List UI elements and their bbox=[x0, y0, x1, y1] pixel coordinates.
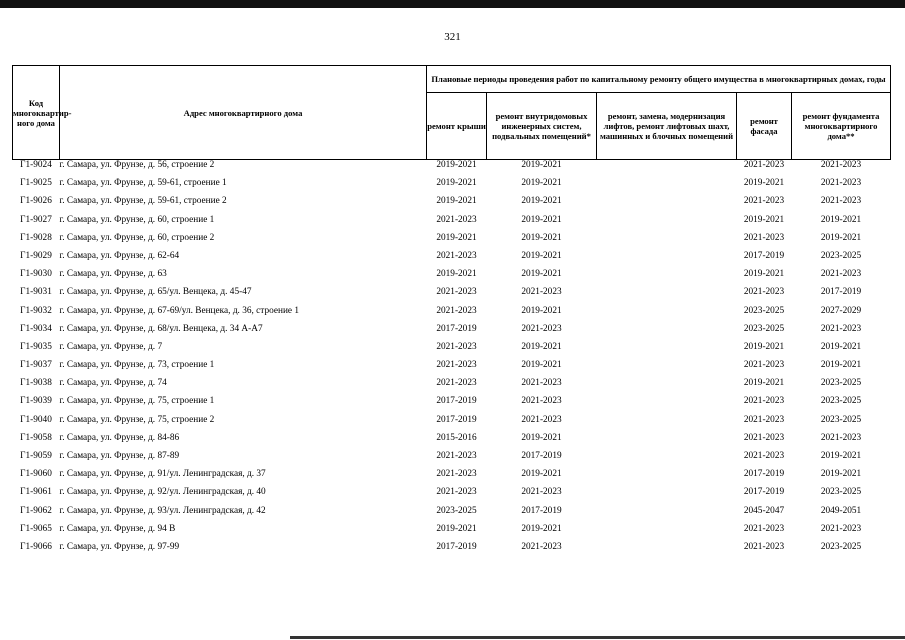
cell-roof: 2019-2021 bbox=[436, 196, 477, 207]
cell-facade: 2021-2023 bbox=[743, 451, 785, 461]
cell-elevators bbox=[597, 287, 737, 305]
cell-address: г. Самара, ул. Фрунзе, д. 62-64 bbox=[59, 250, 180, 261]
cell-elevators bbox=[597, 178, 737, 196]
table-row bbox=[13, 160, 891, 179]
page-number: 321 bbox=[444, 31, 461, 43]
cell-facade: 2021-2023 bbox=[743, 232, 785, 243]
table-row bbox=[13, 542, 891, 560]
cell-elevators bbox=[597, 215, 737, 233]
cell-foundation: 2049-2051 bbox=[820, 505, 862, 516]
cell-systems: 2019-2021 bbox=[521, 269, 562, 280]
cell-systems: 2017-2019 bbox=[521, 505, 562, 516]
cell-code: Г1-9040 bbox=[20, 414, 52, 425]
cell-systems: 2021-2023 bbox=[521, 323, 562, 334]
cell-roof: 2017-2019 bbox=[436, 396, 477, 407]
cell-facade: 2021-2023 bbox=[743, 541, 785, 552]
cell-address: г. Самара, ул. Фрунзе, д. 84-86 bbox=[59, 432, 180, 443]
cell-elevators bbox=[597, 451, 737, 469]
table-row bbox=[13, 215, 891, 233]
cell-facade: 2021-2023 bbox=[743, 523, 785, 534]
cell-elevators bbox=[597, 415, 737, 433]
table-row bbox=[13, 506, 891, 524]
cell-code: Г1-9024 bbox=[20, 160, 52, 170]
cell-code: Г1-9059 bbox=[20, 451, 52, 461]
cell-address: г. Самара, ул. Фрунзе, д. 91/ул. Ленинградская, д. 37 bbox=[59, 469, 266, 480]
cell-systems: 2019-2021 bbox=[521, 160, 562, 170]
cell-systems: 2019-2021 bbox=[521, 232, 562, 243]
cell-facade: 2021-2023 bbox=[743, 414, 785, 425]
cell-roof: 2019-2021 bbox=[436, 232, 477, 243]
table-row bbox=[13, 378, 891, 396]
cell-facade: 2045-2047 bbox=[743, 505, 785, 516]
cell-code: Г1-9066 bbox=[20, 541, 52, 552]
cell-address: г. Самара, ул. Фрунзе, д. 92/ул. Ленинградская, д. 40 bbox=[59, 487, 266, 498]
cell-address: г. Самара, ул. Фрунзе, д. 65/ул. Венцека, д. 45-47 bbox=[59, 287, 252, 298]
cell-systems: 2021-2023 bbox=[521, 396, 562, 407]
cell-address: г. Самара, ул. Фрунзе, д. 74 bbox=[59, 378, 167, 389]
cell-systems: 2019-2021 bbox=[521, 432, 562, 443]
cell-code: Г1-9058 bbox=[20, 432, 52, 443]
cell-foundation: 2023-2025 bbox=[820, 414, 862, 425]
cell-systems: 2019-2021 bbox=[521, 214, 562, 225]
cell-facade: 2019-2021 bbox=[743, 178, 785, 189]
table-row bbox=[13, 415, 891, 433]
cell-foundation: 2019-2021 bbox=[820, 232, 862, 243]
cell-roof: 2021-2023 bbox=[436, 487, 477, 498]
cell-roof: 2019-2021 bbox=[436, 269, 477, 280]
cell-foundation: 2019-2021 bbox=[820, 451, 862, 461]
cell-roof: 2021-2023 bbox=[436, 469, 477, 480]
cell-roof: 2017-2019 bbox=[436, 541, 477, 552]
cell-roof: 2021-2023 bbox=[436, 250, 477, 261]
cell-foundation: 2021-2023 bbox=[820, 432, 862, 443]
cell-address: г. Самара, ул. Фрунзе, д. 73, строение 1 bbox=[59, 360, 215, 371]
cell-roof: 2019-2021 bbox=[436, 160, 477, 170]
cell-facade: 2019-2021 bbox=[743, 269, 785, 280]
table-row bbox=[13, 360, 891, 378]
cell-foundation: 2021-2023 bbox=[820, 269, 862, 280]
cell-roof: 2021-2023 bbox=[436, 341, 477, 352]
cell-address: г. Самара, ул. Фрунзе, д. 67-69/ул. Венцека, д. 36, строение 1 bbox=[59, 305, 300, 316]
cell-facade: 2021-2023 bbox=[743, 287, 785, 298]
cell-facade: 2021-2023 bbox=[743, 196, 785, 207]
cell-elevators bbox=[597, 233, 737, 251]
cell-address: г. Самара, ул. Фрунзе, д. 59-61, строение 1 bbox=[59, 178, 227, 189]
cell-facade: 2023-2025 bbox=[743, 323, 785, 334]
cell-roof: 2015-2016 bbox=[436, 432, 477, 443]
cell-elevators bbox=[597, 342, 737, 360]
cell-foundation: 2021-2023 bbox=[820, 160, 862, 170]
cell-systems: 2021-2023 bbox=[521, 487, 562, 498]
table-row bbox=[13, 196, 891, 214]
cell-roof: 2021-2023 bbox=[436, 287, 477, 298]
cell-roof: 2021-2023 bbox=[436, 451, 477, 461]
header-periods: Плановые периоды проведения работ по капитальному ремонту общего имущества в многоквартирных домах, годы bbox=[427, 66, 891, 93]
cell-foundation: 2023-2025 bbox=[820, 378, 862, 389]
table-row bbox=[13, 178, 891, 196]
cell-facade: 2021-2023 bbox=[743, 396, 785, 407]
header-facade: ремонт фасада bbox=[737, 93, 792, 160]
cell-foundation: 2019-2021 bbox=[820, 341, 862, 352]
cell-elevators bbox=[597, 396, 737, 414]
cell-foundation: 2023-2025 bbox=[820, 487, 862, 498]
cell-address: г. Самара, ул. Фрунзе, д. 60, строение 1 bbox=[59, 214, 215, 225]
table-row bbox=[13, 287, 891, 305]
cell-elevators bbox=[597, 251, 737, 269]
cell-facade: 2021-2023 bbox=[743, 160, 785, 170]
table-row bbox=[13, 451, 891, 469]
cell-systems: 2019-2021 bbox=[521, 196, 562, 207]
cell-foundation: 2021-2023 bbox=[820, 178, 862, 189]
cell-systems: 2019-2021 bbox=[521, 305, 562, 316]
cell-elevators bbox=[597, 487, 737, 505]
cell-code: Г1-9027 bbox=[20, 214, 52, 225]
cell-address: г. Самара, ул. Фрунзе, д. 63 bbox=[59, 269, 167, 280]
cell-roof: 2019-2021 bbox=[436, 523, 477, 534]
cell-facade: 2021-2023 bbox=[743, 360, 785, 371]
cell-roof: 2021-2023 bbox=[436, 378, 477, 389]
cell-code: Г1-9039 bbox=[20, 396, 52, 407]
cell-address: г. Самара, ул. Фрунзе, д. 68/ул. Венцека, д. 34 А-А7 bbox=[59, 323, 263, 334]
cell-code: Г1-9025 bbox=[20, 178, 52, 189]
cell-code: Г1-9026 bbox=[20, 196, 52, 207]
table-row bbox=[13, 524, 891, 542]
cell-address: г. Самара, ул. Фрунзе, д. 60, строение 2 bbox=[59, 232, 215, 243]
cell-elevators bbox=[597, 306, 737, 324]
header-foundation: ремонт фундамента многоквартирного дома** bbox=[792, 93, 891, 160]
header-address: Адрес многоквартирного дома bbox=[60, 66, 427, 160]
cell-address: г. Самара, ул. Фрунзе, д. 75, строение 1 bbox=[59, 396, 215, 407]
cell-address: г. Самара, ул. Фрунзе, д. 97-99 bbox=[59, 541, 180, 552]
cell-address: г. Самара, ул. Фрунзе, д. 75, строение 2 bbox=[59, 414, 215, 425]
table-row bbox=[13, 396, 891, 414]
cell-roof: 2017-2019 bbox=[436, 414, 477, 425]
cell-systems: 2019-2021 bbox=[521, 469, 562, 480]
table-row bbox=[13, 269, 891, 287]
cell-code: Г1-9031 bbox=[20, 287, 52, 298]
cell-code: Г1-9029 bbox=[20, 250, 52, 261]
cell-systems: 2021-2023 bbox=[521, 414, 562, 425]
cell-foundation: 2021-2023 bbox=[820, 323, 862, 334]
cell-elevators bbox=[597, 324, 737, 342]
cell-code: Г1-9028 bbox=[20, 232, 52, 243]
cell-facade: 2019-2021 bbox=[743, 214, 785, 225]
cell-facade: 2017-2019 bbox=[743, 250, 785, 261]
cell-facade: 2023-2025 bbox=[743, 305, 785, 316]
cell-systems: 2021-2023 bbox=[521, 378, 562, 389]
cell-code: Г1-9065 bbox=[20, 523, 52, 534]
header-elevators: ремонт, замена, модернизация лифтов, ремонт лифтовых шахт, машинных и блочных помещений bbox=[597, 93, 737, 160]
table-row bbox=[13, 233, 891, 251]
cell-elevators bbox=[597, 360, 737, 378]
table-row bbox=[13, 469, 891, 487]
cell-roof: 2023-2025 bbox=[436, 505, 477, 516]
cell-systems: 2021-2023 bbox=[521, 541, 562, 552]
cell-systems: 2017-2019 bbox=[521, 451, 562, 461]
cell-roof: 2021-2023 bbox=[436, 305, 477, 316]
cell-systems: 2019-2021 bbox=[521, 341, 562, 352]
cell-code: Г1-9032 bbox=[20, 305, 52, 316]
cell-facade: 2021-2023 bbox=[743, 432, 785, 443]
cell-address: г. Самара, ул. Фрунзе, д. 7 bbox=[59, 341, 163, 352]
cell-code: Г1-9062 bbox=[20, 505, 52, 516]
cell-code: Г1-9035 bbox=[20, 341, 52, 352]
cell-systems: 2019-2021 bbox=[521, 360, 562, 371]
cell-elevators bbox=[597, 433, 737, 451]
cell-systems: 2019-2021 bbox=[521, 523, 562, 534]
cell-facade: 2017-2019 bbox=[743, 487, 785, 498]
cell-roof: 2021-2023 bbox=[436, 360, 477, 371]
cell-roof: 2019-2021 bbox=[436, 178, 477, 189]
cell-elevators bbox=[597, 378, 737, 396]
cell-code: Г1-9061 bbox=[20, 487, 52, 498]
cell-systems: 2019-2021 bbox=[521, 250, 562, 261]
cell-facade: 2017-2019 bbox=[743, 469, 785, 480]
cell-elevators bbox=[597, 196, 737, 214]
cell-roof: 2021-2023 bbox=[436, 214, 477, 225]
cell-code: Г1-9060 bbox=[20, 469, 52, 480]
cell-foundation: 2021-2023 bbox=[820, 523, 862, 534]
bottom-border-rule bbox=[290, 636, 905, 639]
top-border-rule bbox=[0, 0, 905, 8]
cell-facade: 2019-2021 bbox=[743, 341, 785, 352]
header-systems: ремонт внутридомовых инженерных систем, подвальных помещений* bbox=[487, 93, 597, 160]
cell-code: Г1-9034 bbox=[20, 323, 52, 334]
capital-repair-table bbox=[12, 65, 891, 560]
table-row bbox=[13, 251, 891, 269]
cell-systems: 2019-2021 bbox=[521, 178, 562, 189]
cell-code: Г1-9038 bbox=[20, 378, 52, 389]
header-code: Код многоквартир-ного дома bbox=[13, 66, 60, 160]
cell-foundation: 2027-2029 bbox=[820, 305, 862, 316]
table-row bbox=[13, 342, 891, 360]
cell-foundation: 2019-2021 bbox=[820, 469, 862, 480]
cell-elevators bbox=[597, 160, 737, 179]
cell-facade: 2019-2021 bbox=[743, 378, 785, 389]
cell-address: г. Самара, ул. Фрунзе, д. 59-61, строение 2 bbox=[59, 196, 227, 207]
cell-address: г. Самара, ул. Фрунзе, д. 94 В bbox=[59, 523, 176, 534]
table-row bbox=[13, 487, 891, 505]
cell-address: г. Самара, ул. Фрунзе, д. 56, строение 2 bbox=[59, 160, 215, 170]
cell-address: г. Самара, ул. Фрунзе, д. 93/ул. Ленинградская, д. 42 bbox=[59, 505, 266, 516]
cell-elevators bbox=[597, 542, 737, 560]
header-roof: ремонт крыши bbox=[427, 93, 487, 160]
cell-elevators bbox=[597, 469, 737, 487]
cell-code: Г1-9030 bbox=[20, 269, 52, 280]
table-row bbox=[13, 306, 891, 324]
cell-elevators bbox=[597, 269, 737, 287]
table-row bbox=[13, 433, 891, 451]
cell-foundation: 2021-2023 bbox=[820, 196, 862, 207]
table-body bbox=[13, 160, 891, 561]
cell-systems: 2021-2023 bbox=[521, 287, 562, 298]
cell-roof: 2017-2019 bbox=[436, 323, 477, 334]
cell-address: г. Самара, ул. Фрунзе, д. 87-89 bbox=[59, 451, 180, 461]
cell-foundation: 2017-2019 bbox=[820, 287, 862, 298]
table-row bbox=[13, 324, 891, 342]
cell-foundation: 2023-2025 bbox=[820, 250, 862, 261]
cell-code: Г1-9037 bbox=[20, 360, 52, 371]
cell-elevators bbox=[597, 506, 737, 524]
cell-foundation: 2019-2021 bbox=[820, 214, 862, 225]
cell-elevators bbox=[597, 524, 737, 542]
cell-foundation: 2023-2025 bbox=[820, 541, 862, 552]
cell-foundation: 2023-2025 bbox=[820, 396, 862, 407]
cell-foundation: 2019-2021 bbox=[820, 360, 862, 371]
